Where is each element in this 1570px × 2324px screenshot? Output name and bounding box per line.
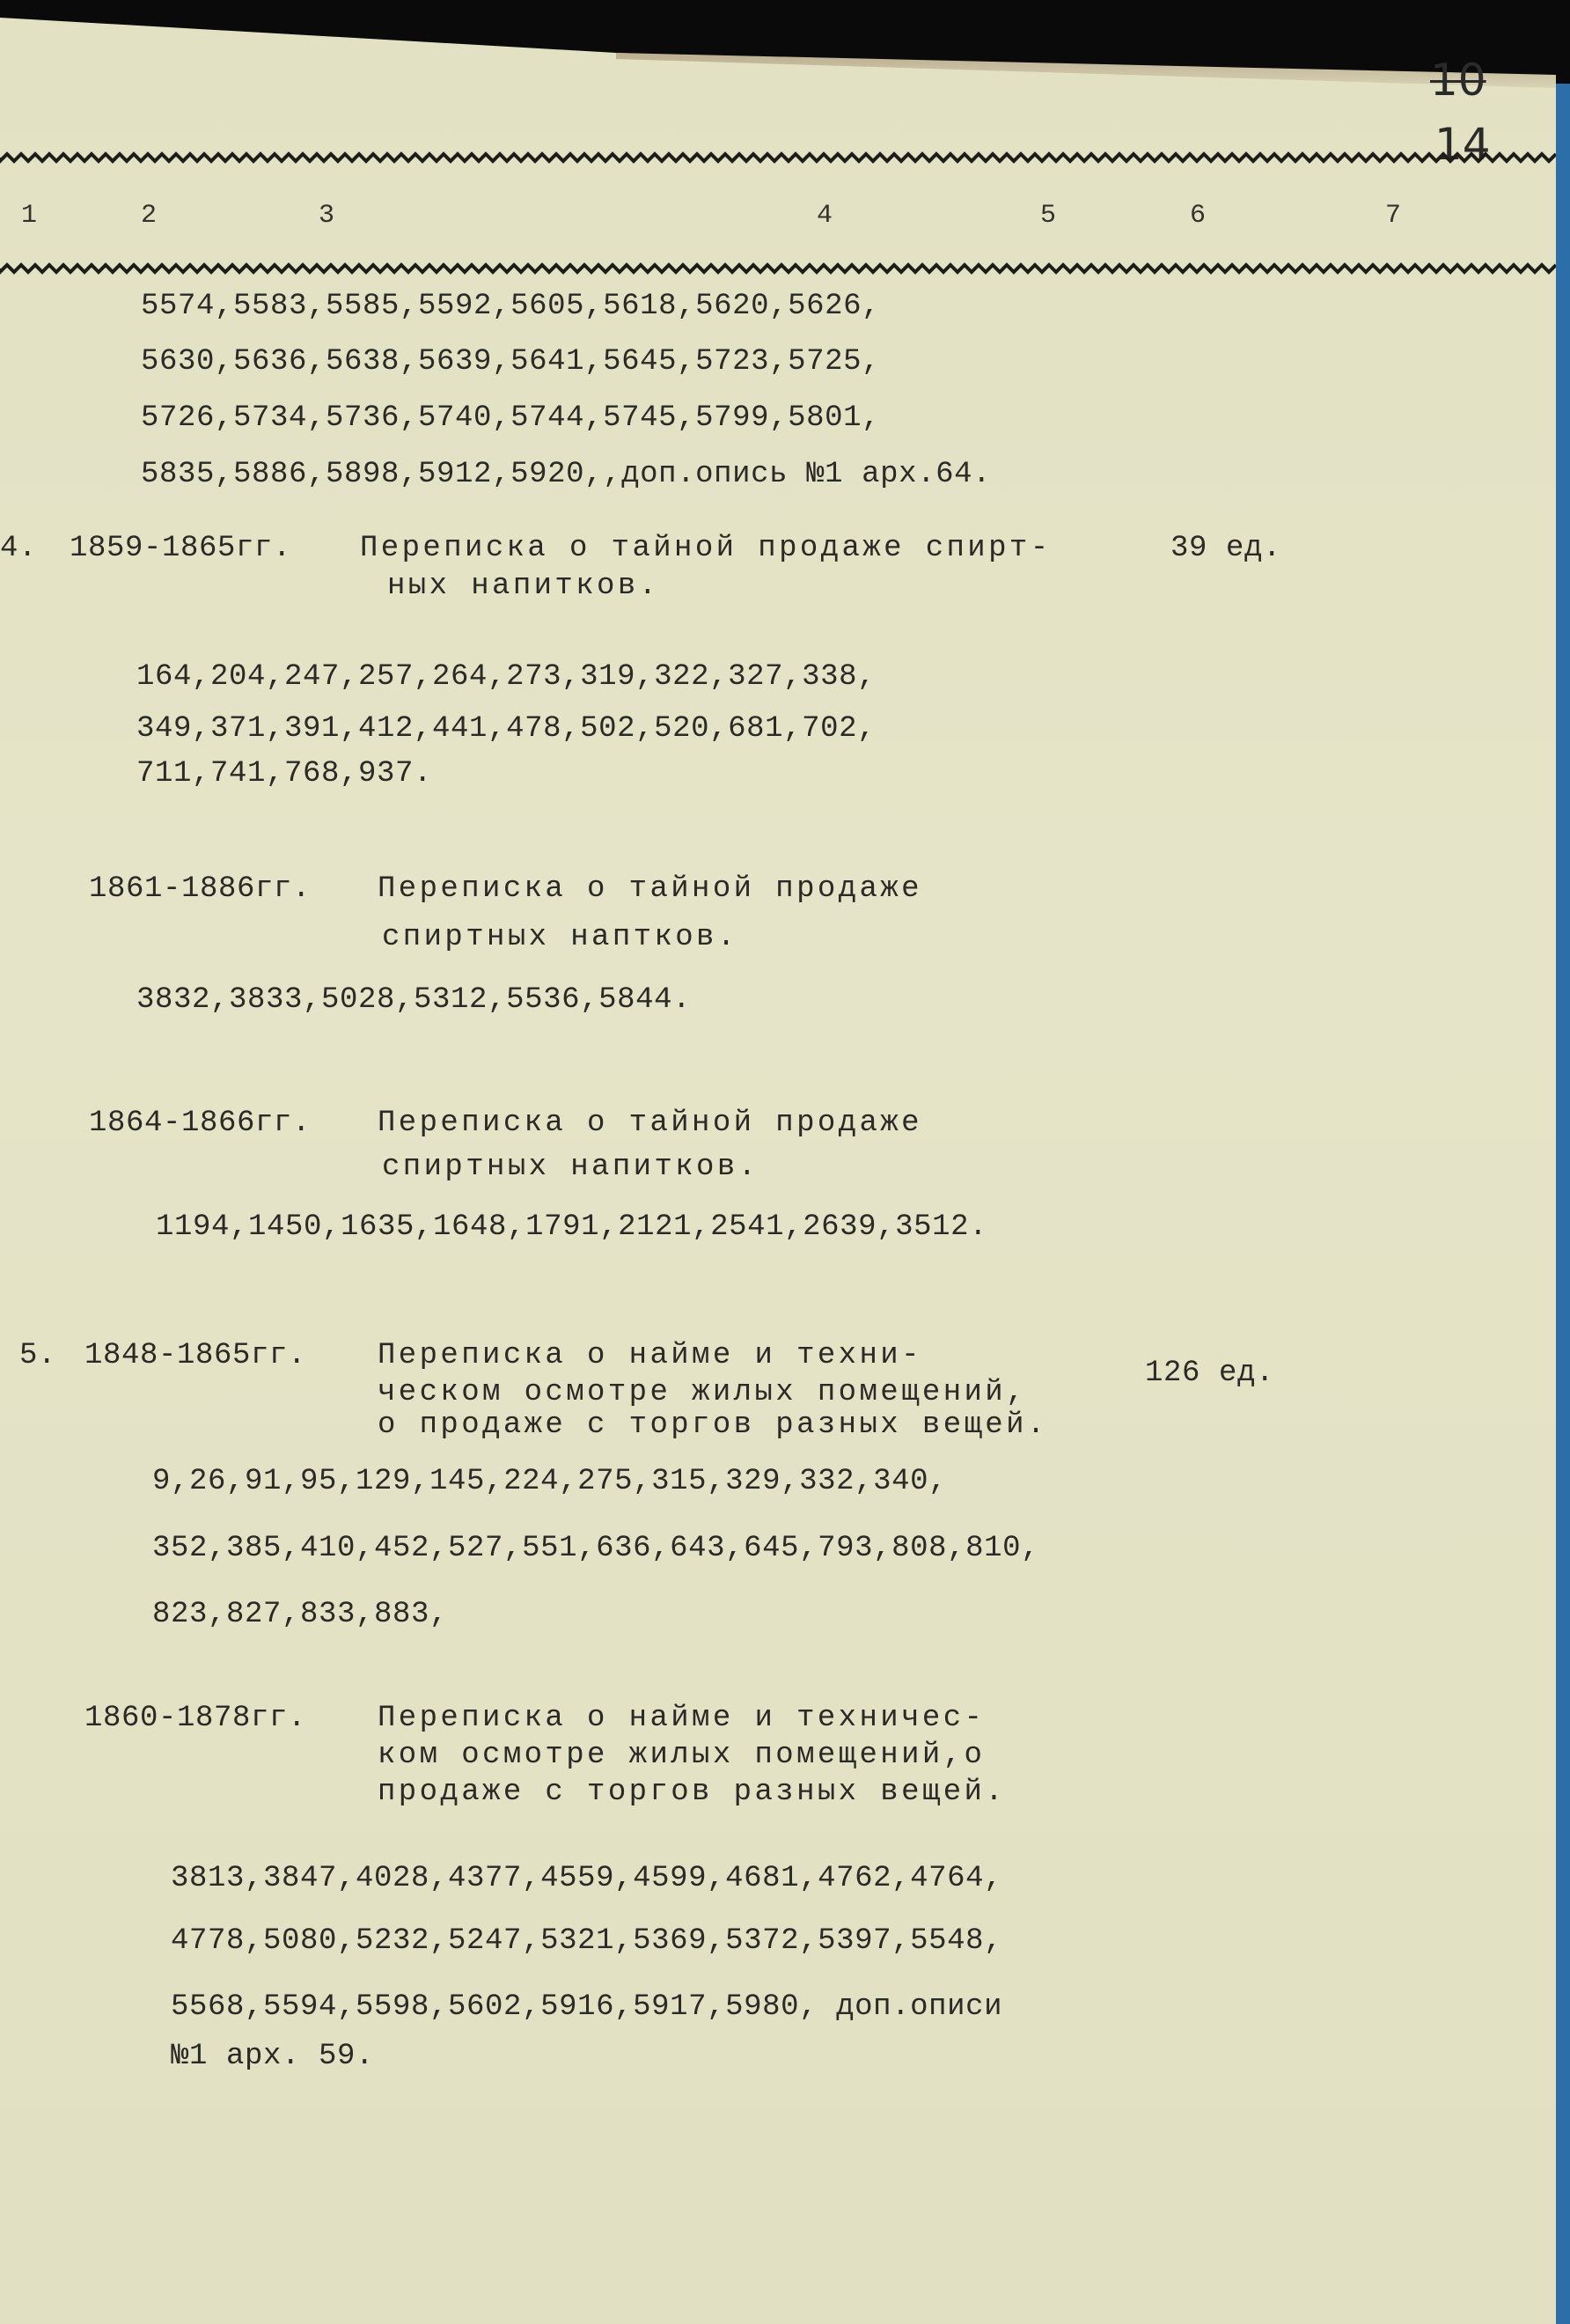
entry-description: ных напитков. — [387, 570, 660, 603]
file-numbers-line: 711,741,768,937. — [136, 757, 433, 791]
entry-count: 39 ед. — [1170, 532, 1282, 565]
file-numbers-line: 5574,5583,5585,5592,5605,5618,5620,5626, — [141, 290, 881, 323]
file-numbers-line: 823,827,833,883, — [152, 1598, 449, 1631]
entry-dates: 1859-1865гг. — [70, 532, 292, 565]
entry-number: 5. — [19, 1339, 57, 1372]
column-number-3: 3 — [319, 201, 335, 231]
entry-description: спиртных напитков. — [382, 1151, 759, 1184]
column-number-5: 5 — [1040, 201, 1057, 231]
entry-description: ком осмотре жилых помещений,о — [378, 1739, 986, 1772]
file-numbers-line: 164,204,247,257,264,273,319,322,327,338, — [136, 660, 877, 694]
entry-description: продаже с торгов разных вещей. — [378, 1776, 1007, 1809]
folio-number-crossed: 10 — [1430, 55, 1486, 106]
entry-dates: 1860-1878гг. — [84, 1702, 307, 1735]
entry-description: о продаже с торгов разных вещей. — [378, 1408, 1048, 1442]
folio-number: 14 — [1434, 119, 1491, 170]
file-numbers-line: 1194,1450,1635,1648,1791,2121,2541,2639,3512. — [156, 1210, 988, 1244]
column-number-4: 4 — [817, 201, 833, 231]
file-numbers-line: 5726,5734,5736,5740,5744,5745,5799,5801, — [141, 401, 881, 435]
background-strip — [1556, 84, 1570, 2324]
entry-number: 4. — [0, 532, 38, 565]
column-number-7: 7 — [1385, 201, 1402, 231]
file-numbers-line: 3832,3833,5028,5312,5536,5844. — [136, 983, 692, 1017]
column-number-6: 6 — [1190, 201, 1207, 231]
file-numbers-line: 5568,5594,5598,5602,5916,5917,5980, доп.описи — [171, 1990, 1003, 2024]
entry-description: Переписка о тайной продаже — [378, 872, 922, 906]
column-number-2: 2 — [141, 201, 158, 231]
column-number-1: 1 — [21, 201, 38, 231]
entry-description: Переписка о тайной продаже спирт- — [360, 532, 1052, 565]
entry-description: Переписка о тайной продаже — [378, 1107, 922, 1140]
entry-dates: 1861-1886гг. — [89, 872, 312, 906]
entry-description: Переписка о найме и техничес- — [378, 1702, 986, 1735]
entry-dates: 1864-1866гг. — [89, 1107, 312, 1140]
header-rule-bottom — [0, 262, 1556, 275]
file-numbers-line: 352,385,410,452,527,551,636,643,645,793,808,810, — [152, 1532, 1040, 1565]
entry-description: спиртных наптков. — [382, 921, 738, 954]
header-rule-top — [0, 151, 1556, 164]
entry-dates: 1848-1865гг. — [84, 1339, 307, 1372]
file-numbers-line: 9,26,91,95,129,145,224,275,315,329,332,340, — [152, 1465, 948, 1498]
file-numbers-line: №1 арх. 59. — [171, 2040, 375, 2073]
entry-description: Переписка о найме и техни- — [378, 1339, 922, 1372]
file-numbers-line: 5835,5886,5898,5912,5920,,доп.опись №1 арх.64. — [141, 458, 992, 491]
entry-description: ческом осмотре жилых помещений, — [378, 1376, 1027, 1409]
file-numbers-line: 349,371,391,412,441,478,502,520,681,702, — [136, 712, 877, 746]
file-numbers-line: 3813,3847,4028,4377,4559,4599,4681,4762,4764, — [171, 1862, 1003, 1895]
entry-count: 126 ед. — [1145, 1357, 1275, 1390]
file-numbers-line: 4778,5080,5232,5247,5321,5369,5372,5397,5548, — [171, 1924, 1003, 1958]
file-numbers-line: 5630,5636,5638,5639,5641,5645,5723,5725, — [141, 345, 881, 379]
